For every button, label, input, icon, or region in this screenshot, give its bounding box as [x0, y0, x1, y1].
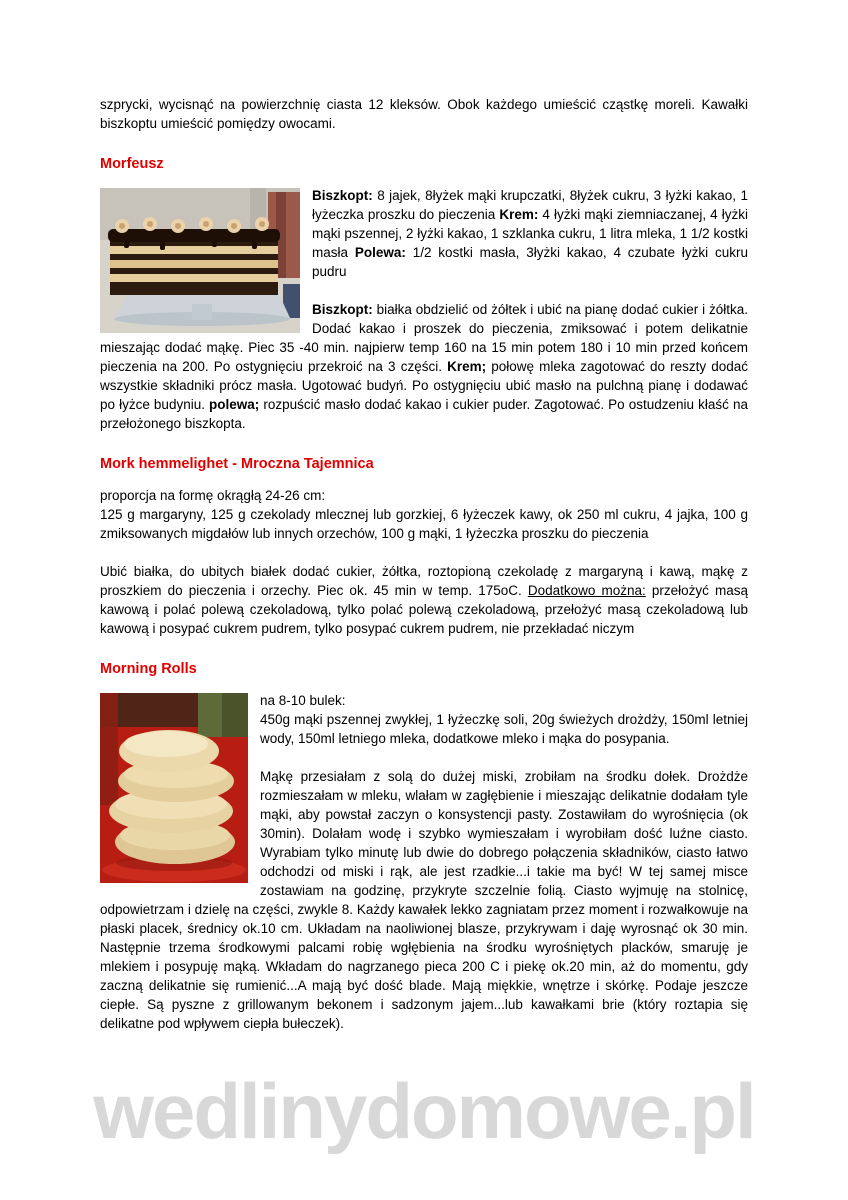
recipe-section-morning-rolls	[100, 660, 748, 1033]
ingredients-text-1: 8 jajek, 8łyżek mąki krupczatki, 8łyżek cukru, 3 łyżki kakao, 1 łyżeczka proszku do pieczenia	[312, 188, 748, 222]
rolls-photo-image	[100, 693, 248, 883]
recipe-title-morning-rolls: Morning Rolls	[100, 661, 197, 677]
instructions-text-2: połowę mleka zagotować do reszty dodać wszystkie składniki prócz masła. Ugotować budyń. Po ostygnięciu ubić masło na pulchną pianę i dodawać po łyżce budyniu.	[100, 359, 749, 412]
rolls-photo	[100, 693, 248, 883]
cake-photo-image	[100, 188, 300, 333]
mork-proportions-line: proporcja na formę okrągłą 24-26 cm:	[100, 488, 326, 503]
rolls-instructions-paragraph: Mąkę przesiałam z solą do dużej miski, zrobiłam na środku dołek. Drożdże rozmieszałam w mleku, wlałam w zagłębienie i mieszając delikatnie dodałam tyle mąki, aby powstał zaczyn o konsystencji pasty. Zostawiłam do wyrośnięcia (ok 30min). Dolałam wodę i szybko wymieszałam i wyrobiłam dość luźne ciasto. Wyrabiam tylko minutę lub dwie do dobrego połączenia składników, ciasto łatwo odchodzi od miski i rąk, ale jest rzadkie...i takie ma być! W tej samej misce zostawiam na godzinę, przykryte szczelnie folią. Ciasto wyjmuję na stolnicę, odpowietrzam i dzielę na części, zwykle 8. Każdy kawałek lekko zagniatam przez moment i rozwałkowuje na płaski placek, średnicy ok.10 cm. Układam na naoliwionej blasze, przykrywam i daję wyrosnąć ok 30 min. Następnie trzema środkowymi palcami robię wgłębienia na środku wyrośniętych placków, smaruję je mlekiem i posypuję mąką. Wkładam do nagrzanego pieca 200 C i piekę ok.20 min, aż do momentu, gdy zaczną delikatnie się rumienić...A mają być dość blade. Mają miękkie, wnętrze i skórkę. Podaje jeszcze ciepłe. Są pyszne z grillowanym bekonem i sadzonym jajem...lub kawałkami brie (który roztapia się delikatne pod wpływem ciepła bułeczek).	[100, 769, 748, 1031]
mork-instructions-paragraph	[100, 562, 748, 638]
recipe-title-morfeusz: Morfeusz	[100, 156, 164, 172]
ingredients-text-2: 4 łyżki mąki ziemniaczanej, 4 łyżki mąki pszennej, 2 łyżki kakao, 1 szklanka cukru, 1 litra mleka, 1 1/2 kostki masła	[312, 207, 748, 260]
instruction-label-biszkopt: Biszkopt:	[312, 302, 373, 317]
rolls-ingredients-paragraph: 450g mąki pszennej zwykłej, 1 łyżeczkę soli, 20g świeżych drożdży, 150ml letniej wody, 150ml letniego mleka, dodatkowe mleko i mąka do posypania.	[260, 712, 748, 746]
intro-paragraph: szprycki, wycisnąć na powierzchnię ciasta 12 kleksów. Obok każdego umieścić cząstkę moreli. Kawałki biszkoptu umieścić pomiędzy owocami.	[100, 97, 748, 131]
watermark: wedlinydomowe.pl	[93, 1067, 755, 1155]
recipe-section-mork	[100, 455, 748, 638]
mork-instructions-text-1: Ubić białka, do ubitych białek dodać cukier, żółtka, roztopioną czekoladę z margaryną i kawą, mąkę z proszkiem do pieczenia i orzechy. Piec ok. 45 min w temp. 175oC.	[100, 564, 748, 598]
ingredient-label-krem: Krem:	[499, 207, 539, 222]
ingredients-text-3: 1/2 kostki masła, 3łyżki kakao, 4 czubate łyżki cukru pudru	[312, 245, 748, 279]
ingredient-label-biszkopt: Biszkopt:	[312, 188, 373, 203]
instruction-label-krem: Krem;	[447, 359, 487, 374]
mork-instructions-text-2: przełożyć masą kawową i polać polewą czekoladową, tylko polać polewą czekoladową, przełożyć masą czekoladową lub kawową i posypać cukrem pudrem, tylko posypać cukrem pudrem, nie przekładać niczym	[100, 583, 748, 636]
page-content	[100, 95, 748, 1033]
rolls-yield-line: na 8-10 bulek:	[260, 693, 346, 708]
instructions-text-3: rozpuścić masło dodać kakao i cukier puder. Zagotować. Po ostudzeniu kłaść na przełożonego biszkopta.	[100, 397, 748, 431]
recipe-title-mork: Mork hemmelighet - Mroczna Tajemnica	[100, 456, 374, 472]
instructions-text-1: białka obdzielić od żółtek i ubić na pianę dodać cukier i żółtka. Dodać kakao i proszek do pieczenia, zmiksować i potem delikatnie mieszając dodać mąkę. Piec 35 -40 min. najpierw temp 160 na 15 min potem 180 i 10 min przed końcem pieczenia na 200. Po ostygnięciu przekroić na 3 części.	[100, 302, 748, 374]
recipe-section-morfeusz	[100, 155, 748, 433]
cake-photo	[100, 188, 300, 333]
mork-ingredients-paragraph: 125 g margaryny, 125 g czekolady mlecznej lub gorzkiej, 6 łyżeczek kawy, ok 250 ml cukru, 4 jajka, 100 g zmiksowanych migdałów lub innych orzechów, 100 g mąki, 1 łyżeczka proszku do pieczenia	[100, 507, 748, 541]
ingredient-label-polewa: Polewa:	[354, 245, 406, 260]
instruction-label-polewa: polewa;	[209, 397, 260, 412]
mork-underlined-note: Dodatkowo można:	[527, 583, 646, 598]
